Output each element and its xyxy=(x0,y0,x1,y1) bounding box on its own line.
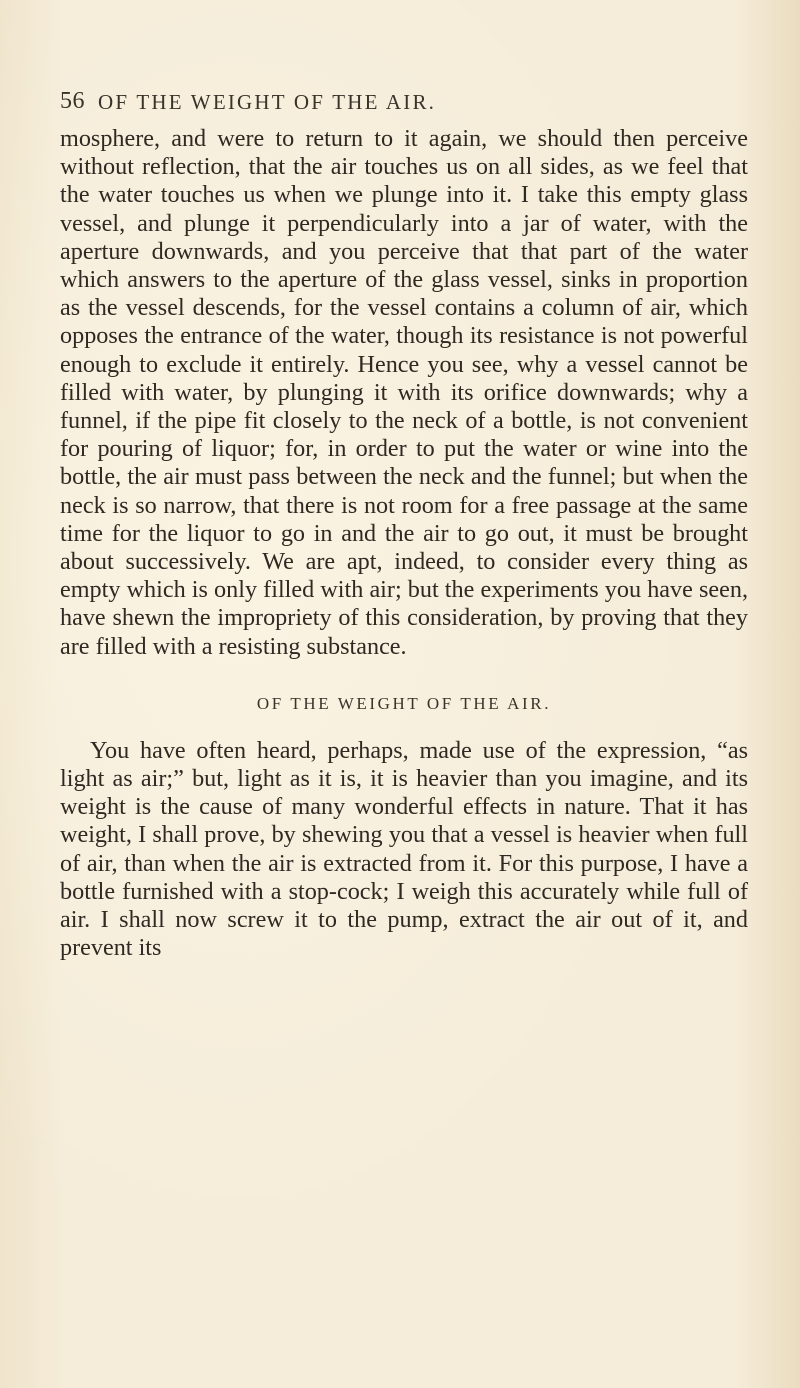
paragraph-weight-of-air: You have often heard, perhaps, made use of the expression, “as light as air;” but, light as it is, it is heavier than you imagine, and its weight is the cause of many wonderful effects in nature. That it has weight, I shall prove, by shewing you that a vessel is heavier when full of air, than when the air is extracted from it. For this purpose, I have a bottle furnished with a stop-cock; I weigh this accurately while full of air. I shall now screw it to the pump, extract the air out of it, and prevent its xyxy=(60,736,748,962)
section-heading: OF THE WEIGHT OF THE AIR. xyxy=(256,693,552,713)
page-number: 56 xyxy=(60,88,85,114)
running-head: OF THE WEIGHT OF THE AIR. xyxy=(98,90,437,114)
page-header xyxy=(60,88,740,118)
paragraph-continuation: mosphere, and were to return to it again, we should then perceive without reflection, that the air touches us on all sides, as we feel that the water touches us when we plunge into it. I take this empty glass vessel, and plunge it perpendicularly into a jar of water, with the aperture downwards, and you perceive that that part of the water which answers to the aperture of the glass vessel, sinks in proportion as the vessel descends, for the vessel contains a column of air, which opposes the entrance of the water, though its resistance is not powerful enough to exclude it entirely. Hence you see, why a vessel cannot be filled with water, by plunging it with its orifice downwards; why a funnel, if the pipe fit closely to the neck of a bottle, is not convenient for pouring of liquor; for, in order to put the water or wine into the bottle, the air must pass between the neck and the funnel; but when the neck is so narrow, that there is not room for a free passage at the same time for the liquor to go in and the air to go out, it must be brought about successively. We are apt, indeed, to consider every thing as empty which is only filled with air; but the experiments you have seen, have shewn the impropriety of this consideration, by proving that they are filled with a resisting substance. xyxy=(60,125,748,660)
body-text xyxy=(60,125,748,962)
